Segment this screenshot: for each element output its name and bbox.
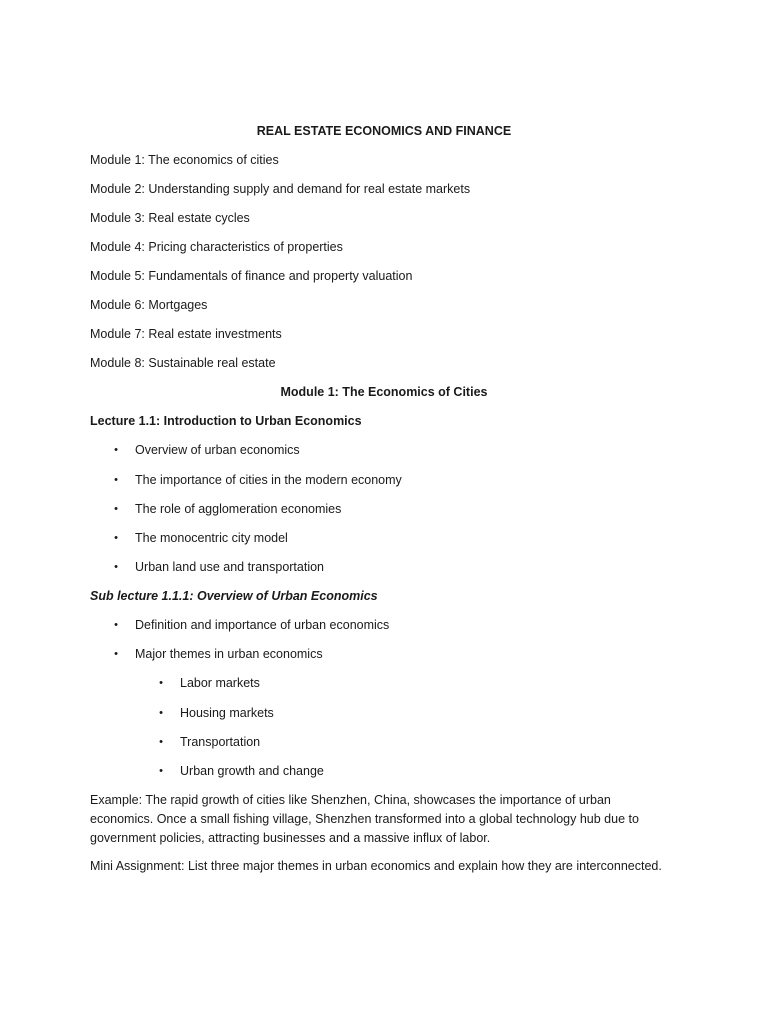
sublecture-heading: Sub lecture 1.1.1: Overview of Urban Economics bbox=[90, 589, 378, 603]
module-heading: Module 1: The Economics of Cities bbox=[280, 385, 488, 399]
bullet-icon: • bbox=[114, 474, 118, 486]
module-list-item: Module 5: Fundamentals of finance and property valuation bbox=[90, 269, 413, 283]
example-paragraph-line: economics. Once a small fishing village, Shenzhen transformed into a global technology hub due to bbox=[90, 812, 639, 826]
lecture-bullet-item: Overview of urban economics bbox=[135, 443, 300, 457]
bullet-icon: • bbox=[114, 561, 118, 573]
module-list-item: Module 1: The economics of cities bbox=[90, 153, 279, 167]
lecture-heading: Lecture 1.1: Introduction to Urban Economics bbox=[90, 414, 362, 428]
module-list-item: Module 2: Understanding supply and demand for real estate markets bbox=[90, 182, 471, 196]
lecture-bullet-item: The importance of cities in the modern economy bbox=[135, 473, 402, 487]
example-paragraph-line: Example: The rapid growth of cities like Shenzhen, China, showcases the importance of urban bbox=[90, 793, 611, 807]
bullet-icon: • bbox=[159, 677, 163, 689]
bullet-icon: • bbox=[159, 736, 163, 748]
bullet-icon: • bbox=[159, 765, 163, 777]
module-list-item: Module 3: Real estate cycles bbox=[90, 211, 250, 225]
lecture-bullet-item: The role of agglomeration economies bbox=[135, 502, 342, 516]
theme-bullet-item: Urban growth and change bbox=[180, 764, 324, 778]
sublecture-bullet-item: Major themes in urban economics bbox=[135, 647, 323, 661]
example-paragraph-line: government policies, attracting businesses and a massive influx of labor. bbox=[90, 831, 491, 845]
bullet-icon: • bbox=[114, 503, 118, 515]
bullet-icon: • bbox=[114, 532, 118, 544]
module-list-item: Module 4: Pricing characteristics of properties bbox=[90, 240, 343, 254]
theme-bullet-item: Housing markets bbox=[180, 706, 274, 720]
mini-assignment: Mini Assignment: List three major themes in urban economics and explain how they are interconnected. bbox=[90, 859, 662, 873]
lecture-bullet-item: Urban land use and transportation bbox=[135, 560, 325, 574]
bullet-icon: • bbox=[114, 619, 118, 631]
bullet-icon: • bbox=[114, 444, 118, 456]
bullet-icon: • bbox=[114, 648, 118, 660]
module-list-item: Module 7: Real estate investments bbox=[90, 327, 282, 341]
bullet-icon: • bbox=[159, 707, 163, 719]
theme-bullet-item: Labor markets bbox=[180, 676, 260, 690]
sublecture-bullet-item: Definition and importance of urban economics bbox=[135, 618, 390, 632]
module-list-item: Module 6: Mortgages bbox=[90, 298, 208, 312]
document-title: REAL ESTATE ECONOMICS AND FINANCE bbox=[256, 124, 512, 138]
module-list-item: Module 8: Sustainable real estate bbox=[90, 356, 276, 370]
lecture-bullet-item: The monocentric city model bbox=[135, 531, 288, 545]
theme-bullet-item: Transportation bbox=[180, 735, 261, 749]
